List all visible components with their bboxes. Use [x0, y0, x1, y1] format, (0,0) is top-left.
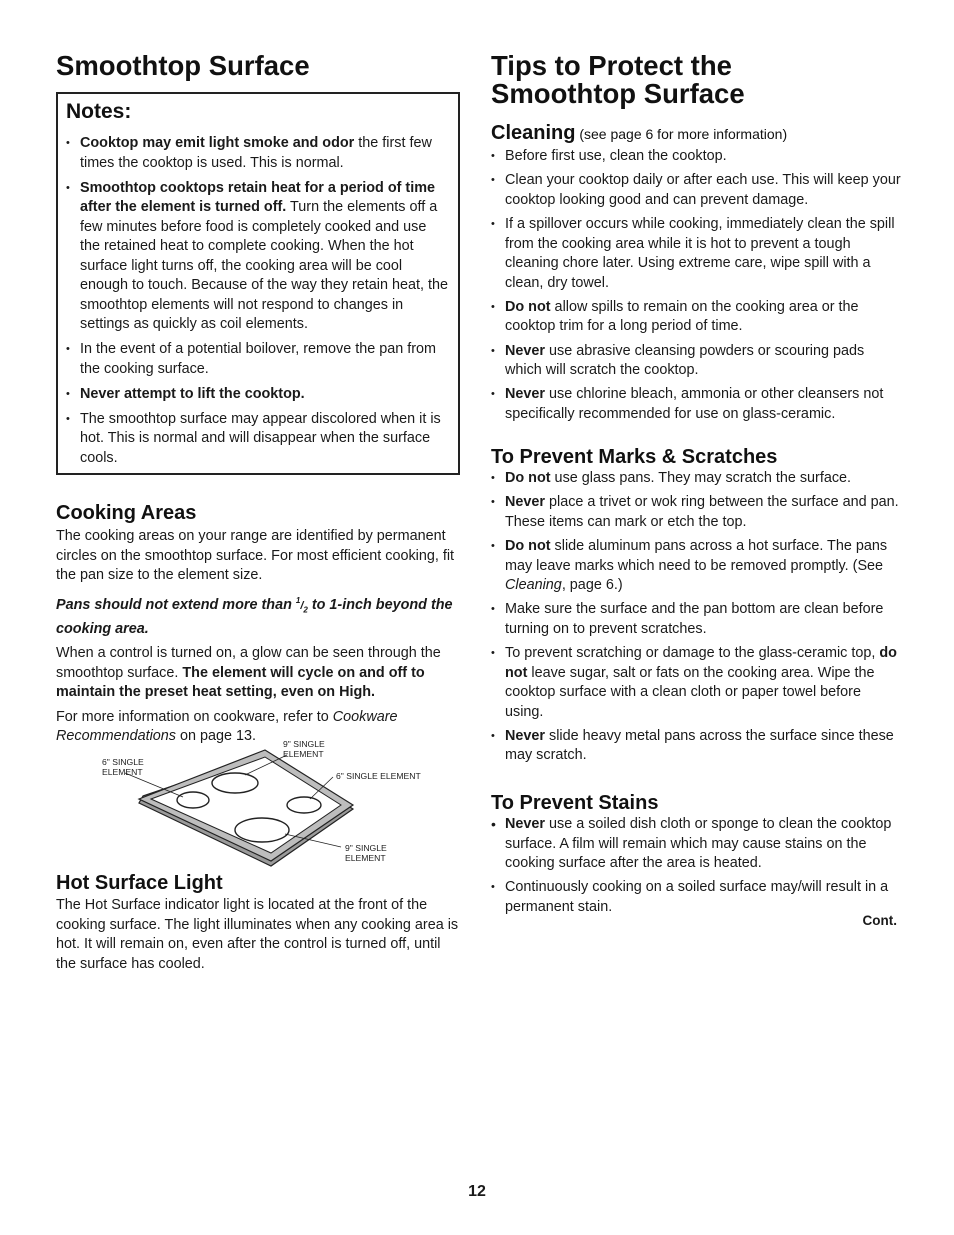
list-item: • Do not slide aluminum pans across a hot surface. The pans may leave marks which need to be removed promptly. (See Cleaning, page 6.) — [491, 537, 901, 596]
hot-surface-heading: Hot Surface Light — [56, 872, 223, 894]
list-item: • Never place a trivet or wok ring between the surface and pan. These items can mark or etch the top. — [491, 493, 901, 532]
hot-surface-section — [56, 871, 460, 974]
element-6-right — [287, 797, 321, 813]
left-title: Smoothtop Surface — [56, 50, 310, 81]
hot-surface-para: The Hot Surface indicator light is located at the front of the cooking surface. The light illuminates when any cooking area is hot. It will remain on, even after the control is turned off, until the surface has cooled. — [56, 897, 459, 972]
list-item: • Do not allow spills to remain on the cooking area or the cooktop trim for a long period of time. — [491, 298, 901, 337]
list-item: • To prevent scratching or damage to the glass-ceramic top, do not leave sugar, salt or fats on the cooking area. Wipe the cooktop surface with a clean cloth or paper towel before using. — [491, 644, 901, 722]
element-9-front — [235, 818, 289, 842]
cookware-reference: For more information on cookware, refer to Cookware Recommendations on page 13. — [56, 708, 398, 745]
list-item: • Before first use, clean the cooktop. — [491, 147, 901, 167]
list-item: • Never use chlorine bleach, ammonia or other cleansers not specifically recommended for use on glass-ceramic. — [491, 385, 901, 424]
marks-list — [491, 469, 901, 766]
stains-heading: To Prevent Stains — [491, 792, 659, 814]
label-6-single-right: 6" SINGLE ELEMENT — [336, 771, 421, 781]
cooking-areas-para1: The cooking areas on your range are identified by permanent circles on the smoothtop surface. For most efficient cooking, fit the pan size to the element size. — [56, 528, 455, 583]
list-item: • The smoothtop surface may appear discolored when it is hot. This is normal and will disappear when the surface cools. — [66, 410, 450, 469]
list-item: • Do not use glass pans. They may scratch the surface. — [491, 469, 901, 489]
marks-section — [491, 445, 901, 771]
pan-size-warning: Pans should not extend more than $^1/_2$ to 1-inch beyond the cooking area. — [56, 595, 453, 637]
list-item: • Smoothtop cooktops retain heat for a period of time after the element is turned off. Turn the elements off a few minutes before food is completely cooked and use the retained heat to complete cooking. When the hot surface light turns off, the cooking area will be cool enough to touch. Because of the way they retain heat, the smoothtop elements will not respond to changes in settings as quickly as coil elements. — [66, 179, 450, 335]
list-item: • Continuously cooking on a soiled surface may/will result in a permanent stain. — [491, 878, 901, 917]
cooking-areas-section — [56, 501, 460, 747]
cleaning-heading: Cleaning (see page 6 for more information) — [491, 122, 788, 144]
label-9-single-bottom: 9" SINGLE ELEMENT — [345, 843, 387, 863]
element-6-left — [177, 792, 209, 808]
list-item: • If a spillover occurs while cooking, immediately clean the spill from the cooking area while it is hot to prevent a tough cleaning chore later. Using extreme care, wipe spill with a clean, dry towel. — [491, 215, 901, 293]
list-item: • In the event of a potential boilover, remove the pan from the cooking surface. — [66, 340, 450, 379]
notes-box — [56, 92, 460, 475]
list-item: • Never use abrasive cleansing powders or scouring pads which will scratch the cooktop. — [491, 342, 901, 381]
stains-list — [491, 815, 901, 917]
cleaning-list — [491, 147, 901, 424]
continued-label: Cont. — [862, 913, 897, 928]
right-title: Tips to Protect the Smoothtop Surface — [491, 50, 745, 109]
list-item: • Cooktop may emit light smoke and odor the first few times the cooktop is used. This is normal. — [66, 134, 450, 173]
cooking-areas-para2: When a control is turned on, a glow can be seen through the smoothtop surface. The element will cycle on and off to maintain the preset heat setting, even on High. — [56, 645, 441, 701]
stains-section — [491, 791, 901, 936]
label-9-single-top: 9" SINGLE ELEMENT — [283, 739, 325, 759]
list-item: • Never attempt to lift the cooktop. — [66, 385, 450, 405]
cleaning-section — [491, 121, 901, 429]
list-item: • Never slide heavy metal pans across the surface since these may scratch. — [491, 727, 901, 766]
list-item: • Clean your cooktop daily or after each use. This will keep your cooktop looking good and can prevent damage. — [491, 171, 901, 210]
list-item: • Never use a soiled dish cloth or sponge to clean the cooktop surface. A film will remain which may cause stains on the cooking surface after the area is heated. — [491, 815, 901, 874]
list-item: • Make sure the surface and the pan bottom are clean before turning on to prevent scratches. — [491, 600, 901, 639]
page-number: 12 — [468, 1183, 486, 1200]
element-9-back — [212, 773, 258, 793]
cooking-areas-heading: Cooking Areas — [56, 502, 197, 524]
cooktop-illustration — [95, 733, 440, 869]
marks-heading: To Prevent Marks & Scratches — [491, 446, 778, 468]
cooktop-diagram — [95, 733, 440, 869]
notes-heading: Notes: — [66, 100, 132, 123]
label-6-single-left: 6" SINGLE ELEMENT — [102, 757, 144, 777]
notes-list — [66, 134, 450, 468]
